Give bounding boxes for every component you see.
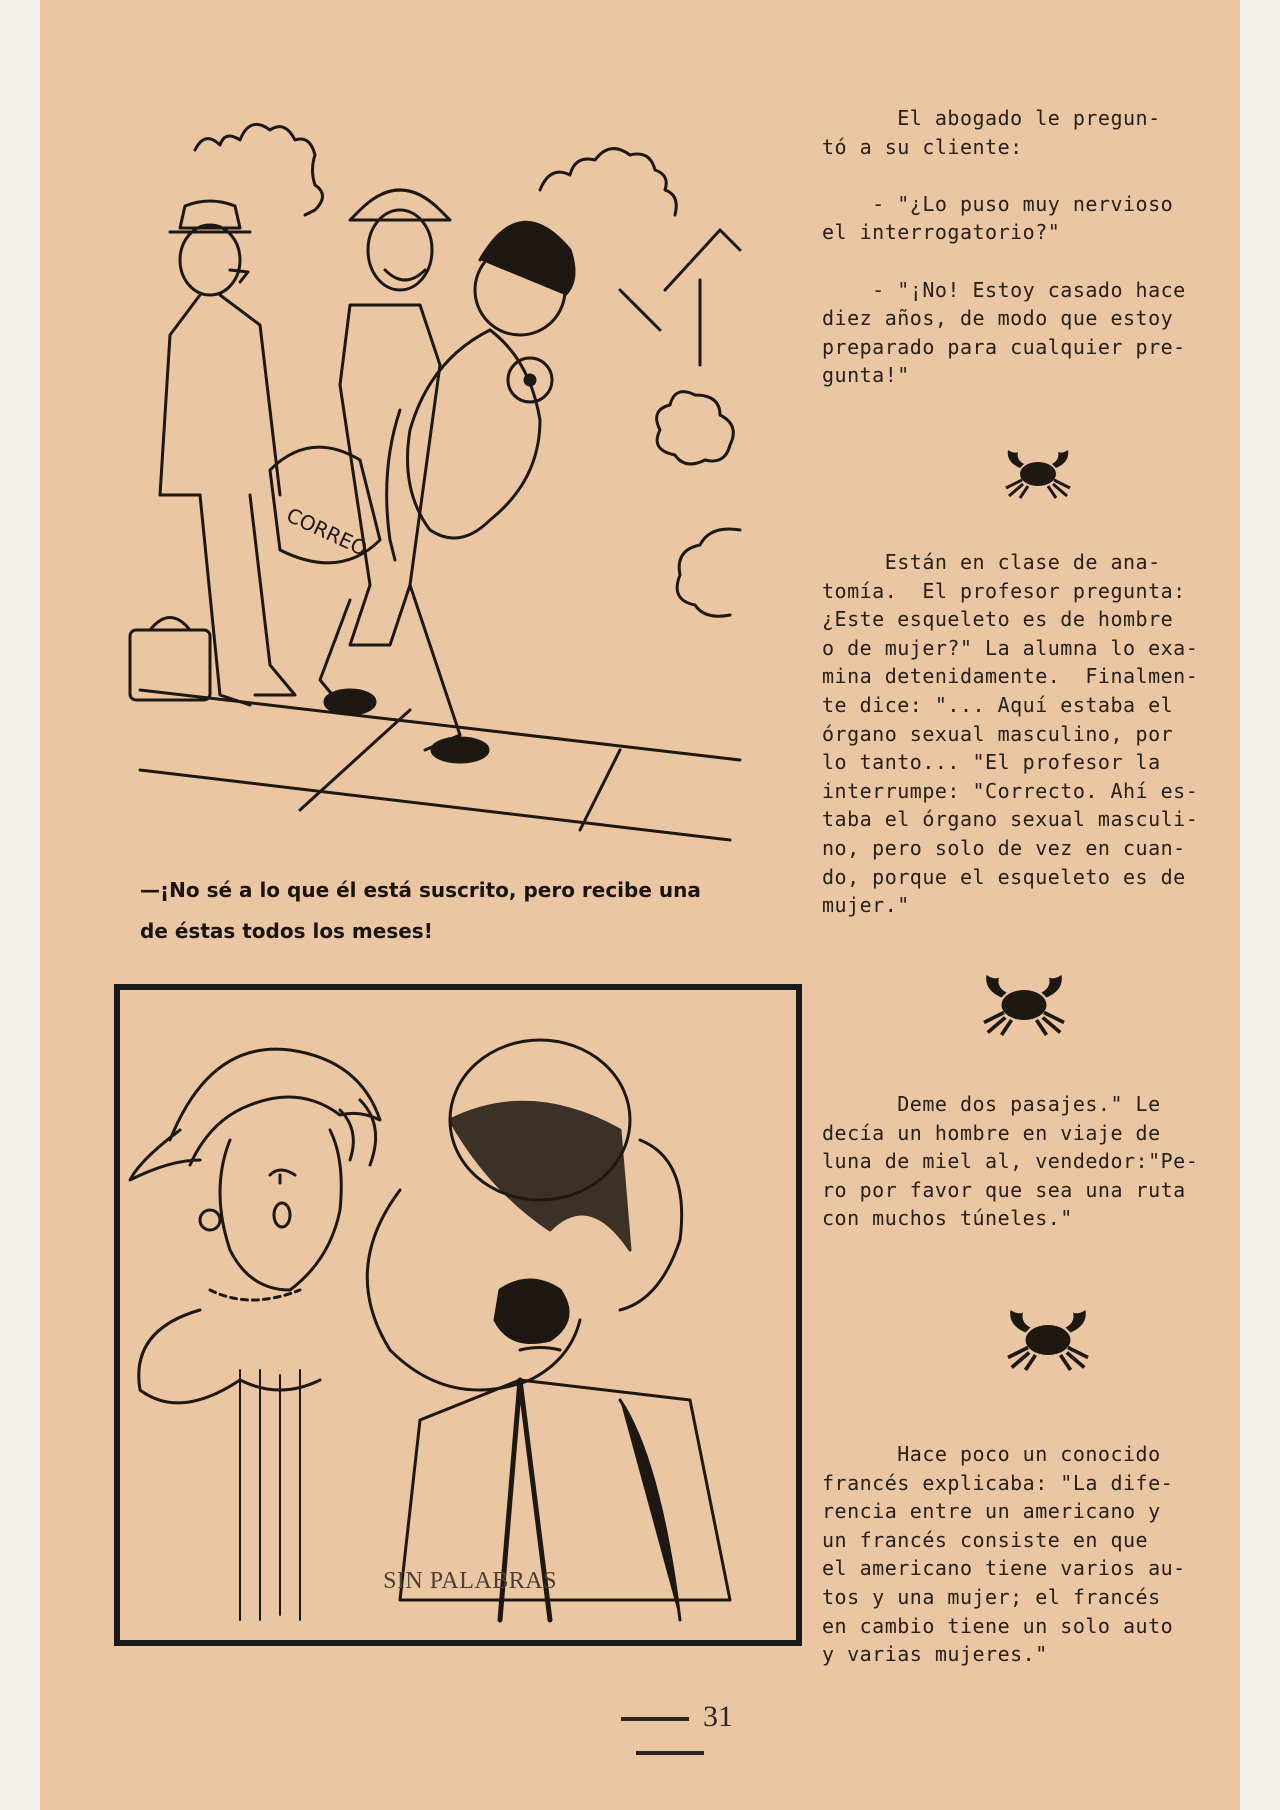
joke-line: o de mujer?" La alumna lo exa- [822,635,1199,660]
joke-3 [822,1090,1262,1233]
joke-line: tomía. El profesor pregunta: [822,578,1186,603]
joke-line: mujer." [822,893,910,918]
joke-line: El abogado le pregun- [822,106,1161,130]
joke-line: Hace poco un conocido [822,1442,1161,1466]
joke-line: Están en clase de ana- [822,550,1161,574]
joke-line: órgano sexual masculino, por [822,721,1174,746]
joke-line: mina detenidamente. Finalmen- [822,664,1199,689]
page-number [560,1700,780,1768]
joke-line: con muchos túneles." [822,1206,1073,1231]
page-number-rule [636,1751,704,1755]
joke-line: en cambio tiene un solo auto [822,1613,1174,1638]
page-margin-left [0,0,40,1810]
joke-line: tó a su cliente: [822,134,1023,159]
joke-line: luna de miel al, vendedor:"Pe- [822,1149,1199,1174]
joke-line: preparado para cualquier pre- [822,334,1186,359]
caption-line: de éstas todos los meses! [140,919,433,943]
joke-line: y varias mujeres." [822,1642,1048,1667]
joke-line: decía un hombre en viaje de [822,1120,1161,1145]
cartoon-caption [140,870,760,952]
joke-line: el americano tiene varios au- [822,1556,1186,1581]
joke-line: - "¡No! Estoy casado hace [822,277,1186,302]
joke-4 [822,1440,1262,1669]
joke-2 [822,548,1262,920]
joke-line: el interrogatorio?" [822,220,1061,245]
joke-line: lo tanto... "El profesor la [822,750,1161,775]
joke-line: gunta!" [822,363,910,388]
joke-line: tos y una mujer; el francés [822,1584,1161,1609]
page-number-text: 31 [703,1700,733,1733]
joke-line: rencia entre un americano y [822,1499,1161,1524]
crab-icon [998,440,1078,500]
joke-line: un francés consiste en que [822,1527,1149,1552]
crab-icon [998,1296,1098,1374]
joke-line: francés explicaba: "La dife- [822,1470,1174,1495]
sin-palabras-cartoon-panel [114,984,802,1646]
joke-line: diez años, de modo que estoy [822,306,1174,331]
joke-1 [822,104,1262,390]
panel-caption: SIN PALABRAS [383,1568,557,1594]
joke-line: te dice: "... Aquí estaba el [822,692,1174,717]
page-number-rule [621,1717,689,1721]
joke-line: taba el órgano sexual masculi- [822,807,1199,832]
joke-line: do, porque el esqueleto es de [822,864,1186,889]
joke-line [822,247,1262,276]
joke-line: ¿Este esqueleto es de hombre [822,607,1174,632]
joke-line [822,161,1262,190]
caption-line: —¡No sé a lo que él está suscrito, pero recibe una [140,878,701,902]
mail-bag-label: CORREO [282,502,371,561]
joke-line: no, pero solo de vez en cuan- [822,835,1186,860]
joke-line: Deme dos pasajes." Le [822,1092,1161,1116]
magazine-page [40,0,1240,1810]
joke-line: - "¿Lo puso muy nervioso [822,191,1174,216]
joke-line: interrumpe: "Correcto. Ahí es- [822,778,1199,803]
crab-icon [974,960,1074,1040]
mailman-cartoon [100,110,790,870]
joke-line: ro por favor que sea una ruta [822,1177,1186,1202]
